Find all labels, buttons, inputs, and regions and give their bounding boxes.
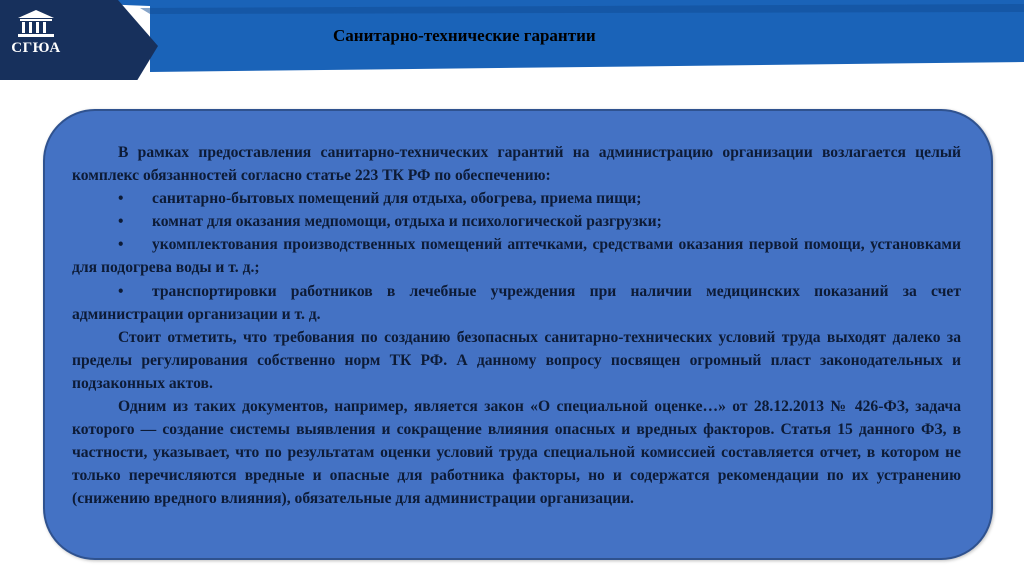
content-panel: [43, 109, 993, 560]
bullet-text: транспортировки работников в лечебные учреждения при наличии медицинских показаний за счет администрации организации и т. д.: [72, 282, 961, 323]
bullet-item: [72, 280, 961, 326]
bullet-text: санитарно-бытовых помещений для отдыха, обогрева, приема пищи;: [152, 190, 642, 208]
logo: [4, 8, 68, 76]
bullet-item: [72, 187, 961, 210]
bullet-text: укомплектования производственных помещений аптечками, средствами оказания первой помощи, установками для подогрева воды и т. д.;: [72, 236, 961, 277]
bullet-marker: •: [118, 236, 124, 254]
bullet-item: [72, 233, 961, 279]
building-columns-icon: [14, 8, 58, 38]
paragraph-law: Одним из таких документов, например, является закон «О специальной оценке…» от 28.12.2013 № 426-ФЗ, задача которого — создание системы выявления и сокращение влияния опасных и вредных факторов. Статья 15 данного ФЗ, в частности, указывает, что по результатам оценки условий труда специальной комиссией составляется отчет, в котором не только перечисляются вредные и опасные для работника факторы, но и содержатся рекомендации по их устранению (снижению вредного влияния), обязательные для администрации организации.: [72, 398, 961, 508]
logo-text: СГЮА: [11, 40, 61, 56]
bullet-item: [72, 210, 961, 233]
slide-title: Санитарно-технические гарантии: [333, 26, 596, 45]
paragraph-norms: Стоит отметить, что требования по созданию безопасных санитарно-технических условий труда выходят далеко за пределы регулирования собственно норм ТК РФ. А данному вопросу посвящен огромный пласт законодательных и подзаконных актов.: [72, 328, 961, 392]
bullet-marker: •: [118, 282, 124, 300]
bullet-text: комнат для оказания медпомощи, отдыха и психологической разгрузки;: [152, 213, 662, 231]
bullet-marker: •: [118, 213, 124, 231]
intro-paragraph: В рамках предоставления санитарно-технических гарантий на администрацию организации возлагается целый комплекс обязанностей согласно статье 223 ТК РФ по обеспечению:: [72, 144, 961, 185]
body-text: [72, 141, 961, 511]
bullet-marker: •: [118, 190, 124, 208]
